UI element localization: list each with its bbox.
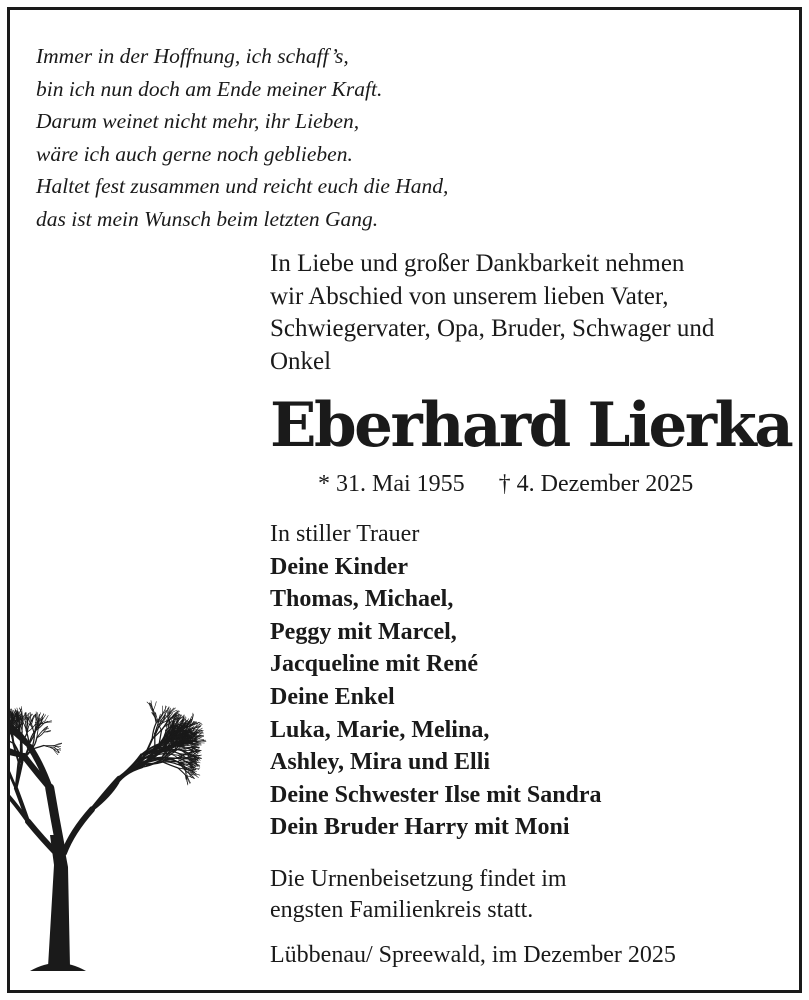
mourners-heading: In stiller Trauer [270,521,420,547]
mourner-line: Ashley, Mira und Elli [270,749,491,776]
poem-line: das ist mein Wunsch beim letzten Gang. [36,206,379,231]
mourners-list [270,518,602,844]
poem-line: Darum weinet nicht mehr, ihr Lieben, [36,109,360,133]
funeral-notice [270,864,567,926]
intro-line: Schwiegervater, Opa, Bruder, Schwager und [270,315,715,342]
mourner-line: Dein Bruder Harry mit Moni [270,814,570,841]
poem-line: Haltet fest zusammen und reicht euch die Hand, [36,174,449,198]
mourner-line: Deine Schwester Ilse mit Sandra [270,781,602,808]
intro-line: wir Abschied von unserem lieben Vater, [270,282,669,310]
deceased-name: Eberhard Lierka [270,390,792,461]
place-and-date: Lübbenau/ Spreewald, im Dezember 2025 [270,942,676,968]
intro-text [270,248,770,378]
mourner-line: Jacqueline mit René [270,651,478,678]
intro-line: Onkel [270,347,332,375]
death-date: † 4. Dezember 2025 [498,471,694,497]
poem-line: bin ich nun doch am Ende meiner Kraft. [36,76,383,101]
mourner-line: Deine Enkel [270,683,395,710]
mourner-line: Peggy mit Marcel, [270,618,457,645]
birth-date: * 31. Mai 1955 [318,471,465,497]
mourner-line: Thomas, Michael, [270,586,454,613]
poem [36,40,448,235]
poem-line: wäre ich auch gerne noch geblieben. [36,141,353,166]
life-dates [318,469,693,499]
bare-tree-icon [10,535,240,975]
intro-line: In Liebe und großer Dankbarkeit nehmen [270,250,685,277]
mourner-line: Luka, Marie, Melina, [270,716,490,743]
mourner-line: Deine Kinder [270,553,408,580]
funeral-line: Die Urnenbeisetzung findet im [270,866,567,892]
funeral-line: engsten Familienkreis statt. [270,897,534,923]
poem-line: Immer in der Hoffnung, ich schaff’s, [36,44,349,68]
